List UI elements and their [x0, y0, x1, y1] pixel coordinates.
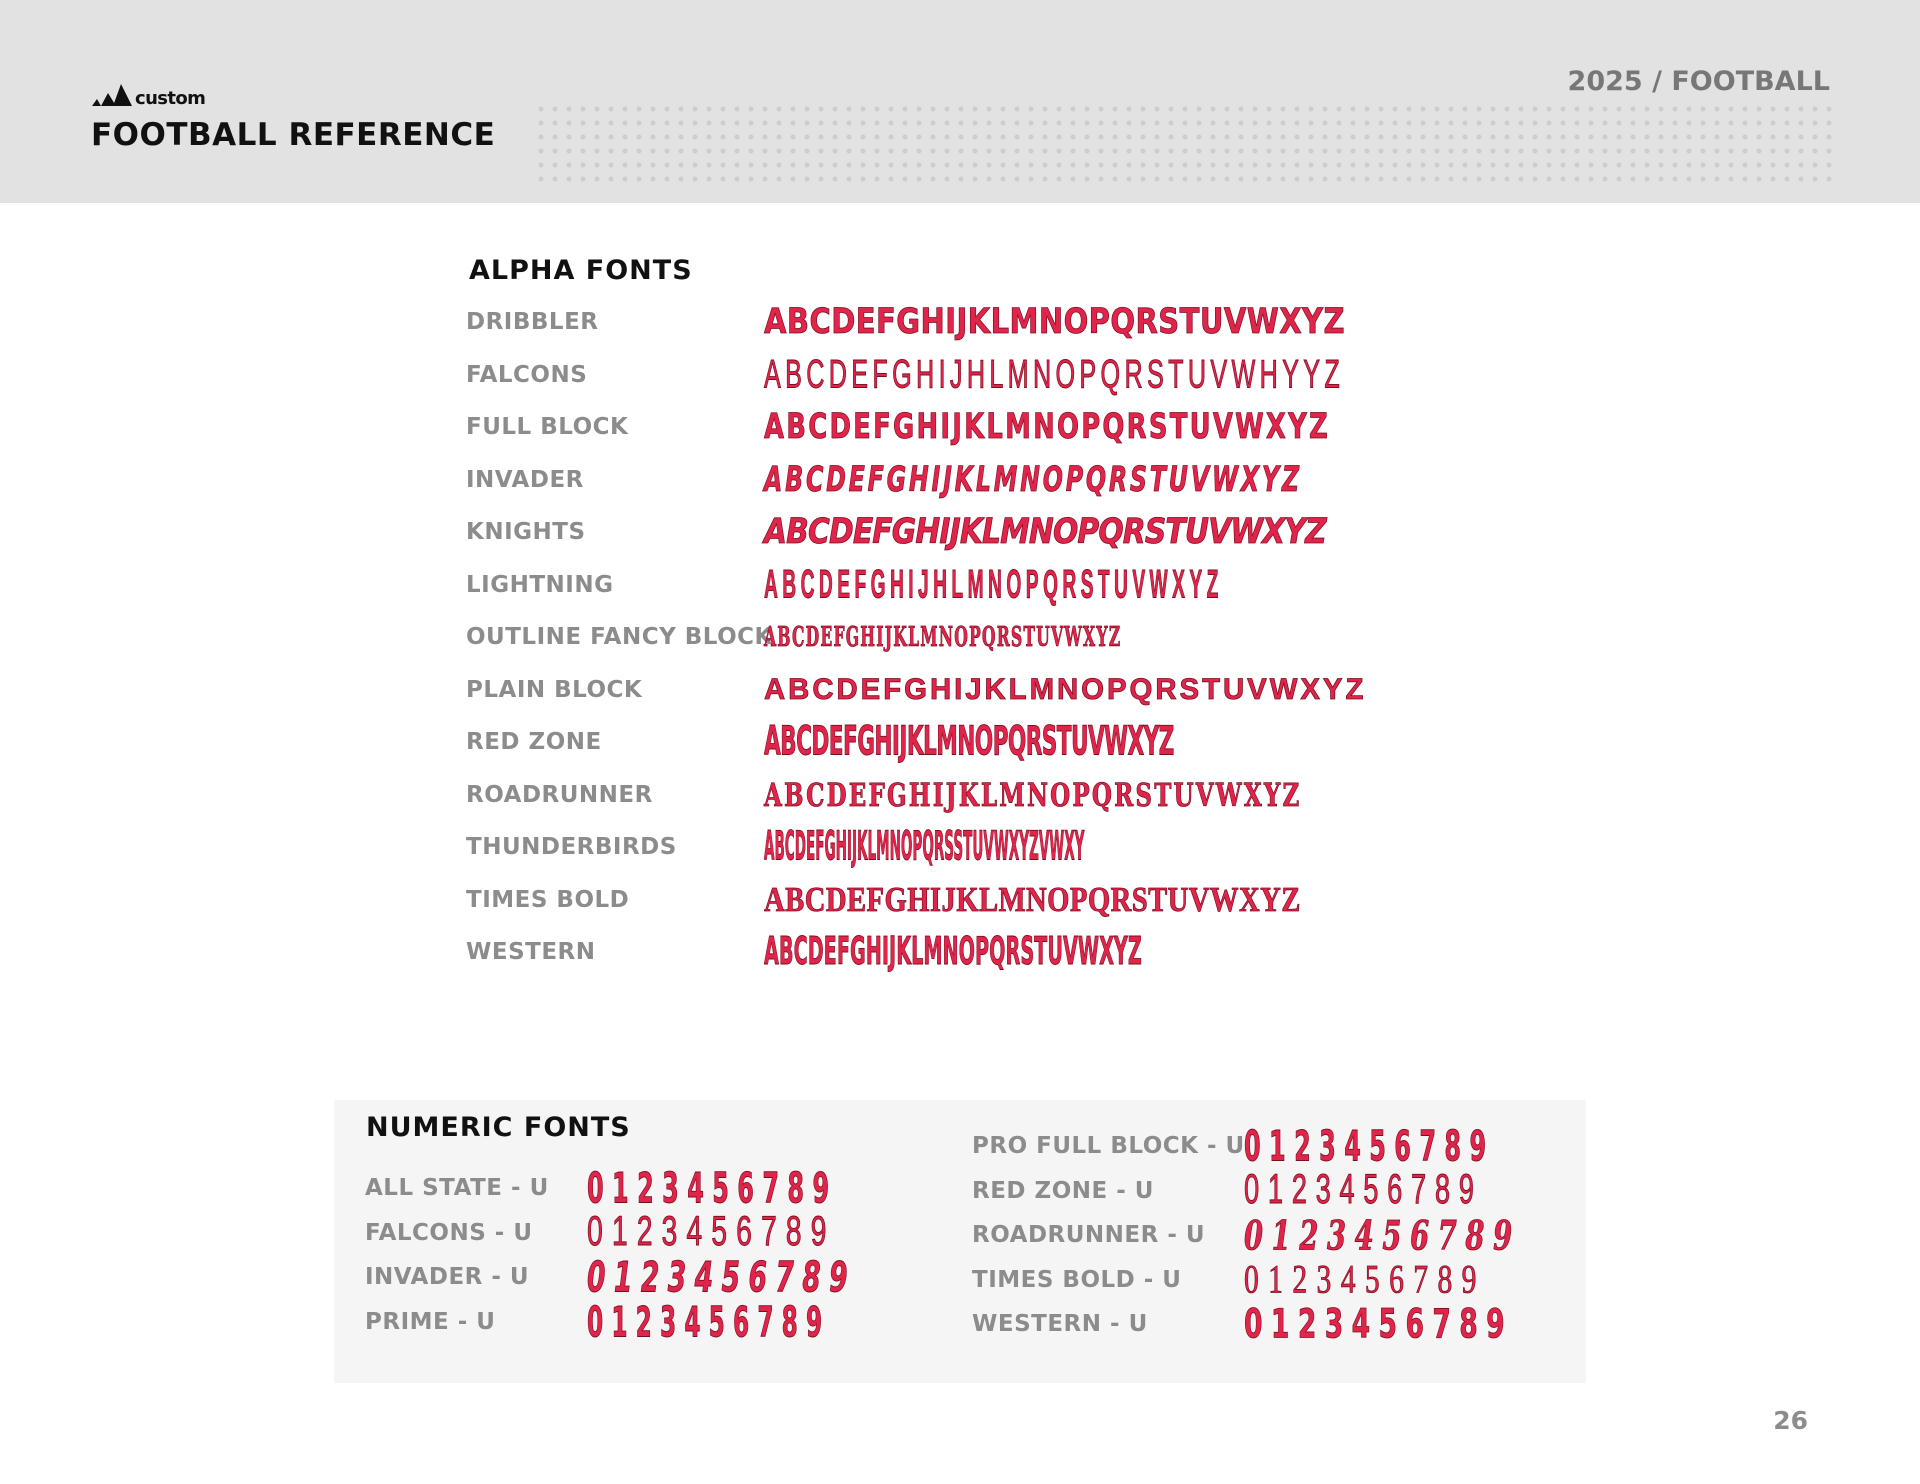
- alpha-font-row: [466, 769, 1598, 822]
- alpha-fonts-title: ALPHA FONTS: [469, 255, 693, 286]
- numeric-fonts-section: [334, 1100, 1586, 1383]
- numeric-font-sample: 0123456789: [587, 1164, 838, 1213]
- numeric-font-name: FALCONS - U: [365, 1219, 533, 1246]
- alpha-font-row: [466, 296, 1598, 349]
- numeric-fonts-title: NUMERIC FONTS: [366, 1112, 631, 1143]
- alpha-font-sample: ABCDEFGHIJKLMNOPQRSTUVWXYZ: [764, 672, 1367, 706]
- alpha-font-name: WESTERN: [466, 939, 596, 966]
- alpha-font-row: [466, 559, 1598, 612]
- numeric-font-row: [972, 1169, 1628, 1214]
- numeric-fonts-left-column: [365, 1166, 971, 1344]
- alpha-fonts-list: [466, 296, 1598, 979]
- alpha-font-name: LIGHTNING: [466, 571, 614, 598]
- alpha-font-name: RED ZONE: [466, 729, 602, 756]
- numeric-font-name: PRIME - U: [365, 1308, 496, 1335]
- alpha-font-name: PLAIN BLOCK: [466, 676, 643, 703]
- numeric-font-sample: 0123456789: [1244, 1122, 1495, 1171]
- alpha-font-row: [466, 664, 1598, 717]
- alpha-font-name: OUTLINE FANCY BLOCK: [466, 624, 773, 651]
- alpha-font-row: [466, 506, 1598, 559]
- alpha-font-name: INVADER: [466, 466, 584, 493]
- alpha-font-sample: ABCDEFGHIJKLMNOPQRSTUVWXYZ: [764, 775, 1302, 814]
- alpha-font-name: FALCONS: [466, 361, 588, 388]
- numeric-font-sample: 0123456789: [1244, 1257, 1486, 1302]
- alpha-font-sample: ABCDEFGHIJKLMNOPQRSTUVWXYZ: [764, 512, 1326, 553]
- page-number: 26: [1773, 1406, 1808, 1435]
- numeric-font-name: TIMES BOLD - U: [972, 1266, 1182, 1293]
- numeric-font-sample: 0123456789: [1244, 1167, 1483, 1214]
- numeric-font-name: RED ZONE - U: [972, 1177, 1154, 1204]
- numeric-font-name: PRO FULL BLOCK - U: [972, 1133, 1245, 1160]
- numeric-font-row: [972, 1302, 1628, 1347]
- alpha-font-sample: ABCDEFGHIJKLMNOPQRSTUVWXYZ: [764, 459, 1302, 500]
- numeric-font-name: INVADER - U: [365, 1264, 530, 1291]
- alpha-font-sample: ABCDEFGHIJHLMNOPQRSTUVWHYYZ: [764, 351, 1345, 397]
- numeric-font-row: [972, 1258, 1628, 1303]
- alpha-font-row: [466, 716, 1598, 769]
- alpha-font-sample: ABCDEFGHIJHLMNOPQRSTUVWXYZ: [764, 561, 1223, 607]
- numeric-font-sample: 0123456789: [587, 1253, 857, 1302]
- alpha-font-name: KNIGHTS: [466, 519, 586, 546]
- alpha-font-name: THUNDERBIRDS: [466, 834, 677, 861]
- alpha-font-sample: ABCDEFGHIJKLMNOPQRSTUVWXYZ: [764, 407, 1331, 448]
- numeric-font-row: [365, 1166, 971, 1211]
- alpha-font-row: [466, 349, 1598, 402]
- numeric-font-sample: 0123456789: [587, 1297, 831, 1346]
- page-header: [0, 0, 1920, 203]
- alpha-fonts-section: [466, 255, 1598, 979]
- alpha-font-row: [466, 821, 1598, 874]
- brand-name: custom: [135, 88, 206, 109]
- numeric-font-row: [365, 1255, 971, 1300]
- alpha-font-sample: ABCDEFGHIJKLMNOPQRSTUVWXYZ: [764, 621, 1122, 653]
- alpha-font-sample: ABCDEFGHIJKLMNOPQRSTUVWXYZ: [764, 879, 1301, 919]
- alpha-font-sample: ABCDEFGHIJKLMNOPQRSTUVWXYZ: [764, 302, 1345, 343]
- numeric-font-name: ALL STATE - U: [365, 1175, 549, 1202]
- alpha-font-row: [466, 454, 1598, 507]
- alpha-font-name: ROADRUNNER: [466, 781, 653, 808]
- alpha-font-row: [466, 874, 1598, 927]
- numeric-font-name: WESTERN - U: [972, 1311, 1148, 1338]
- alpha-font-name: FULL BLOCK: [466, 414, 629, 441]
- alpha-font-row: [466, 611, 1598, 664]
- alpha-font-row: [466, 401, 1598, 454]
- alpha-font-sample: ABCDEFGHIJKLMNOPQRSTUVWXYZ: [764, 719, 1174, 766]
- edition-label: 2025 / FOOTBALL: [1567, 66, 1830, 97]
- alpha-font-sample: ABCDEFGHIJKLMNOPQRSSTUVWXYZVWXY: [764, 824, 1085, 871]
- numeric-font-sample: 0123456789: [1244, 1211, 1521, 1259]
- numeric-fonts-right-column: [972, 1124, 1628, 1347]
- numeric-font-sample: 0123456789: [587, 1209, 836, 1256]
- alpha-font-sample: ABCDEFGHIJKLMNOPQRSTUVWXYZ: [764, 930, 1142, 975]
- dot-pattern: [534, 102, 1834, 184]
- numeric-font-row: [365, 1297, 971, 1346]
- brand-logo: [92, 82, 205, 108]
- alpha-font-row: [466, 926, 1598, 979]
- alpha-font-name: TIMES BOLD: [466, 886, 630, 913]
- numeric-font-row: [972, 1124, 1628, 1169]
- alpha-font-name: DRIBBLER: [466, 309, 599, 336]
- numeric-font-row: [972, 1213, 1628, 1258]
- numeric-font-sample: 0123456789: [1244, 1301, 1514, 1348]
- numeric-font-row: [365, 1211, 971, 1256]
- three-stripes-icon: [92, 82, 132, 108]
- numeric-font-name: ROADRUNNER - U: [972, 1222, 1206, 1249]
- document-title: FOOTBALL REFERENCE: [91, 117, 496, 153]
